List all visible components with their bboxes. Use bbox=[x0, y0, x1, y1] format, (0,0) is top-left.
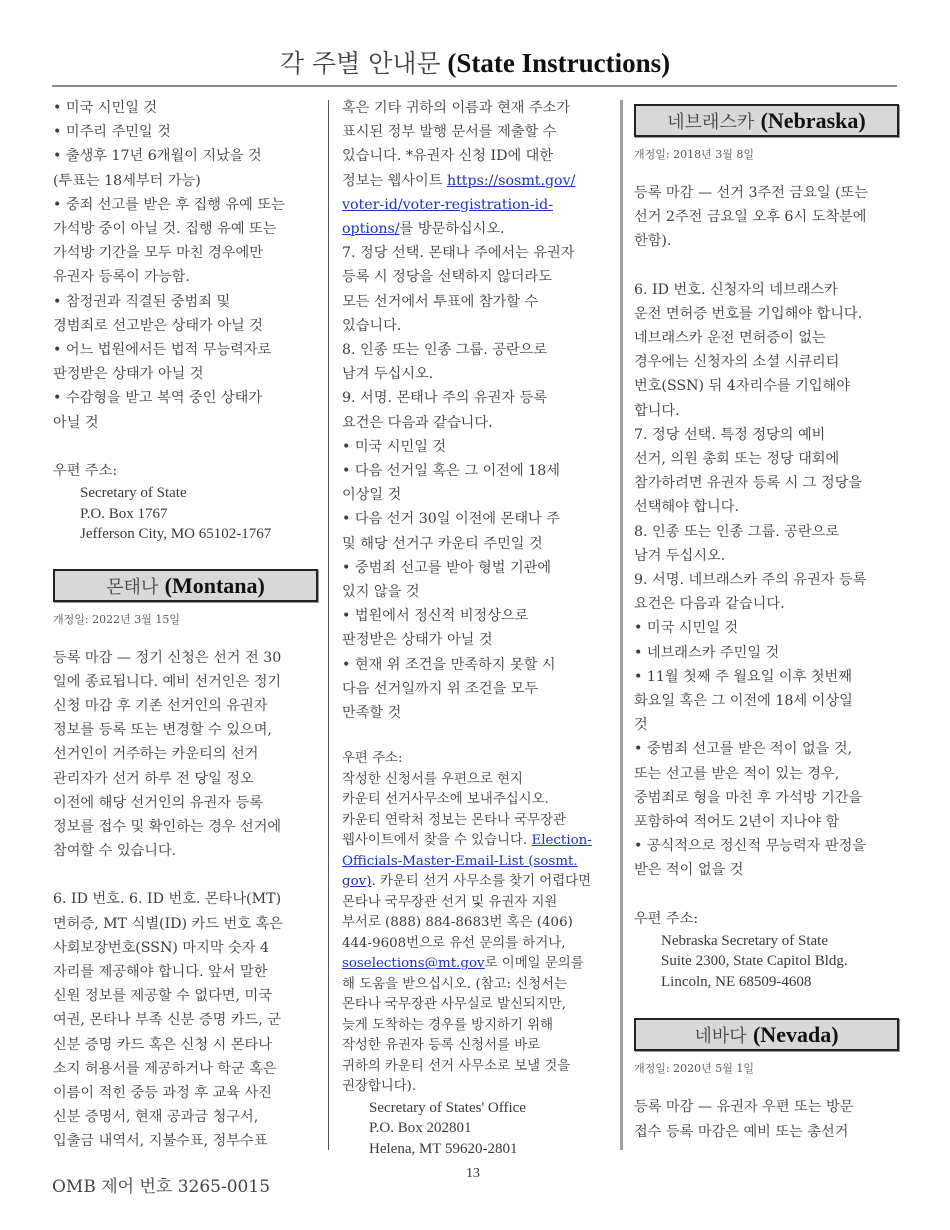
page-number: 13 bbox=[466, 1166, 480, 1181]
missouri-requirements bbox=[53, 96, 318, 435]
election-officials-link[interactable]: Election- bbox=[531, 833, 592, 849]
text-line: • 중범죄 선고를 받은 적이 없을 것, bbox=[634, 741, 853, 758]
revision-date: 개정일: 2018년 3월 8일 bbox=[634, 148, 754, 161]
text-line: 남겨 두십시오. bbox=[634, 547, 726, 564]
address-line: Lincoln, NE 68509-4608 bbox=[661, 973, 812, 990]
text-line: 번호(SSN) 뒤 4자리수를 기입해야 bbox=[634, 378, 850, 395]
text-line: • 공식적으로 정신적 무능력자 판정을 bbox=[634, 838, 866, 855]
text-line bbox=[342, 852, 612, 873]
text-line: 귀하의 카운티 선거 사무소로 보낼 것을 bbox=[342, 1058, 571, 1074]
text-line: 신분 증명 카드 혹은 신청 시 몬타나 bbox=[53, 1036, 272, 1053]
text-line: • 법원에서 정신적 비정상으로 bbox=[342, 608, 529, 625]
text-line: 다음 선거일까지 위 조건을 모두 bbox=[342, 680, 539, 697]
text-line: 신분 증명서, 현재 공과금 청구서, bbox=[53, 1109, 259, 1126]
state-heading-korean: 몬태나 bbox=[106, 576, 159, 598]
voter-id-link[interactable]: voter-id/voter-registration-id- bbox=[342, 196, 554, 213]
text-line: 네브래스카 운전 면허증이 없는 bbox=[634, 330, 826, 347]
requirement-line: • 참정권과 직결된 중범죄 및 bbox=[53, 293, 231, 310]
text-line: 판정받은 상태가 아닐 것 bbox=[342, 632, 493, 649]
text-line: 해 도움을 받으십시오. (참고: 신청서는 bbox=[342, 976, 568, 992]
column-1 bbox=[53, 96, 318, 1154]
text-line: 운전 면허증 번호를 기입해야 합니다. bbox=[634, 305, 863, 322]
text-line: • 미국 시민일 것 bbox=[342, 438, 447, 455]
text-line: • 현재 위 조건을 만족하지 못할 시 bbox=[342, 656, 556, 673]
text-line: 화요일 혹은 그 이전에 18세 이상일 bbox=[634, 693, 853, 710]
text-line: 몬타나 국무장관 사무실로 발신되지만, bbox=[342, 997, 566, 1013]
text-line: 선택해야 합니다. bbox=[634, 499, 739, 516]
text-line: 요건은 다음과 같습니다. bbox=[342, 414, 493, 431]
montana-mail-section bbox=[342, 749, 612, 1098]
page-title bbox=[0, 44, 950, 80]
text-line bbox=[342, 217, 612, 241]
revision-date: 개정일: 2020년 5월 1일 bbox=[634, 1062, 754, 1076]
requirement-line: • 수감형을 받고 복역 중인 상태가 bbox=[53, 390, 263, 407]
page-title-english: (State Instructions) bbox=[447, 48, 671, 78]
text-line: 있지 않을 것 bbox=[342, 584, 420, 601]
address-line: P.O. Box 202801 bbox=[369, 1120, 472, 1137]
address-line: P.O. Box 1767 bbox=[80, 505, 168, 522]
text-line: 사회보장번호(SSN) 마지막 숫자 4 bbox=[53, 939, 269, 956]
election-officials-link[interactable]: gov) bbox=[342, 874, 372, 890]
link-prefix: 웹사이트에서 찾을 수 있습니다. bbox=[342, 833, 532, 849]
voter-id-link[interactable]: https://sosmt.gov/ bbox=[446, 172, 576, 189]
email-suffix: 로 이메일 문의를 bbox=[484, 956, 584, 972]
election-officials-link[interactable]: Officials-Master-Email-List (sosmt. bbox=[342, 853, 578, 869]
mail-address-label: 우편 주소: bbox=[634, 910, 699, 927]
text-line: 자리를 제공해야 합니다. 앞서 말한 bbox=[53, 963, 268, 980]
requirement-line: • 출생후 17년 6개월이 지났을 것 bbox=[53, 148, 262, 165]
address-line: Secretary of States' Office bbox=[369, 1099, 526, 1116]
text-line: 7. 정당 선택. 몬태나 주에서는 유권자 bbox=[342, 245, 575, 262]
text-line bbox=[342, 169, 612, 193]
text-line: 또는 선고를 받은 적이 있는 경우, bbox=[634, 765, 840, 782]
text-line: 모든 선거에서 투표에 참가할 수 bbox=[342, 293, 539, 310]
text-line: 입출금 내역서, 지불수표, 정부수표 bbox=[53, 1133, 268, 1150]
column-3 bbox=[634, 96, 899, 1144]
requirement-line: • 어느 법원에서든 법적 무능력자로 bbox=[53, 342, 272, 359]
address-line: Helena, MT 59620-2801 bbox=[369, 1140, 518, 1157]
text-line: 작성한 신청서를 우편으로 현지 bbox=[342, 771, 523, 787]
requirement-line: • 미국 시민일 것 bbox=[53, 100, 158, 116]
link-suffix: . 카운티 선거 사무소를 찾기 어렵다면 bbox=[371, 874, 592, 890]
montana-address bbox=[342, 1098, 612, 1160]
text-line: 권장합니다). bbox=[342, 1079, 417, 1095]
column-divider-1 bbox=[328, 100, 329, 1150]
requirement-line: 아닐 것 bbox=[53, 414, 99, 431]
mail-address-label: 우편 주소: bbox=[53, 462, 118, 479]
text-line: 등록 시 정당을 선택하지 않더라도 bbox=[342, 269, 552, 286]
requirement-line: 판정받은 상태가 아닐 것 bbox=[53, 366, 204, 383]
text-line: 있습니다. *유권자 신청 ID에 대한 bbox=[342, 148, 554, 165]
text-line: 만족할 것 bbox=[342, 705, 402, 722]
text-line: 이상일 것 bbox=[342, 487, 402, 504]
text-line: 등록 마감 — 정기 신청은 선거 전 30 bbox=[53, 649, 282, 666]
montana-deadline bbox=[53, 646, 318, 864]
text-line: 작성한 유권자 등록 신청서를 바로 bbox=[342, 1038, 541, 1054]
text-line: 카운티 선거사무소에 보내주십시오. bbox=[342, 792, 549, 808]
text-line: 한함). bbox=[634, 233, 672, 250]
text-line: 이전에 해당 선거인의 유권자 등록 bbox=[53, 794, 263, 811]
text-line: • 중범죄 선고를 받아 형벌 기관에 bbox=[342, 559, 552, 576]
text-line: 표시된 정부 발행 문서를 제출할 수 bbox=[342, 124, 557, 141]
text-line: 늦게 도착하는 경우를 방지하기 위해 bbox=[342, 1017, 554, 1033]
voter-id-link[interactable]: options/ bbox=[342, 221, 400, 238]
text-line: 444-9608번으로 유선 문의를 하거나, bbox=[342, 935, 566, 951]
text-line: 면허증, MT 식별(ID) 카드 번호 혹은 bbox=[53, 915, 283, 932]
text-line bbox=[342, 872, 612, 893]
text-line: 참여할 수 있습니다. bbox=[53, 843, 177, 860]
text-line: 경우에는 신청자의 소셜 시큐리티 bbox=[634, 354, 840, 371]
text-line: 정보를 접수 및 확인하는 경우 선거에 bbox=[53, 818, 282, 835]
text-line: • 미국 시민일 것 bbox=[634, 620, 739, 637]
text-line: 6. ID 번호. 6. ID 번호. 몬타나(MT) bbox=[53, 891, 282, 908]
requirement-line: 경범죄로 선고받은 상태가 아닐 것 bbox=[53, 317, 263, 334]
text-line: • 11월 첫째 주 월요일 이후 첫번째 bbox=[634, 668, 852, 685]
text-line: 것 bbox=[634, 717, 648, 734]
text-line: 8. 인종 또는 인종 그룹. 공란으로 bbox=[342, 342, 548, 359]
text-line: 중범죄로 형을 마친 후 가석방 기간을 bbox=[634, 789, 863, 806]
requirement-line: • 미주리 주민일 것 bbox=[53, 124, 171, 141]
text-line: 받은 적이 없을 것 bbox=[634, 862, 744, 879]
text-line: 혹은 기타 귀하의 이름과 현재 주소가 bbox=[342, 100, 571, 116]
nebraska-address bbox=[634, 931, 899, 993]
address-line: Suite 2300, State Capitol Bldg. bbox=[661, 953, 848, 970]
state-heading-nebraska bbox=[634, 104, 899, 137]
revision-date: 개정일: 2022년 3월 15일 bbox=[53, 612, 180, 626]
address-line: Secretary of State bbox=[80, 485, 187, 502]
link-suffix: 를 방문하십시오. bbox=[399, 221, 505, 238]
text-line: 카운티 연락처 정보는 몬타나 국무장관 bbox=[342, 812, 566, 828]
nevada-deadline bbox=[634, 1095, 899, 1143]
state-heading-english: (Montana) bbox=[164, 572, 265, 598]
nebraska-body bbox=[634, 278, 899, 883]
text-line: 부서로 (888) 884-8683번 혹은 (406) bbox=[342, 915, 573, 931]
text-line: 여권, 몬타나 부족 신분 증명 카드, 군 bbox=[53, 1012, 281, 1029]
text-line: • 다음 선거 30일 이전에 몬태나 주 bbox=[342, 511, 560, 528]
text-line: 이름이 적힌 중등 과정 후 교육 사진 bbox=[53, 1085, 272, 1101]
text-line: 몬타나 국무장관 선거 및 유권자 지원 bbox=[342, 894, 558, 910]
text-line: 7. 정당 선택. 특정 정당의 예비 bbox=[634, 426, 826, 443]
nebraska-deadline bbox=[634, 181, 899, 254]
state-heading-english: (Nevada) bbox=[752, 1022, 839, 1048]
text-line: • 네브래스카 주민일 것 bbox=[634, 644, 780, 661]
text-line: 포함하여 적어도 2년이 지나야 함 bbox=[634, 814, 840, 831]
requirement-line: 가석방 중이 아닐 것. 집행 유예 또는 bbox=[53, 221, 277, 238]
montana-id-number bbox=[53, 887, 318, 1153]
text-line: 참가하려면 유권자 등록 시 그 정당을 bbox=[634, 475, 863, 492]
text-line: 선거인이 거주하는 카운티의 선거 bbox=[53, 746, 259, 763]
text-line: 선거, 의원 총회 또는 정당 대회에 bbox=[634, 451, 840, 468]
text-line: 9. 서명. 몬태나 주의 유권자 등록 bbox=[342, 390, 548, 407]
mail-address-label: 우편 주소: bbox=[342, 751, 403, 767]
text-line: 및 해당 선거구 카운티 주민일 것 bbox=[342, 535, 543, 552]
text-line: 합니다. bbox=[634, 402, 680, 419]
address-line: Jefferson City, MO 65102-1767 bbox=[80, 526, 272, 543]
text-line bbox=[342, 193, 612, 217]
requirement-line: (투표는 18세부터 가능) bbox=[53, 172, 201, 189]
text-line: 정보를 등록 또는 변경할 수 있으며, bbox=[53, 722, 272, 739]
email-link[interactable]: soselections@mt.gov bbox=[342, 956, 485, 972]
text-line: 요건은 다음과 같습니다. bbox=[634, 596, 785, 613]
state-heading-nevada bbox=[634, 1018, 899, 1051]
text-line bbox=[342, 831, 612, 852]
text-line: 신원 정보를 제공할 수 없다면, 미국 bbox=[53, 988, 272, 1005]
text-line: 등록 마감 — 유권자 우편 또는 방문 bbox=[634, 1099, 854, 1116]
column-divider-2 bbox=[620, 100, 623, 1150]
text-line: 등록 마감 — 선거 3주전 금요일 (또는 bbox=[634, 185, 868, 201]
state-heading-montana bbox=[53, 569, 318, 602]
text-line: 관리자가 선거 하루 전 당일 정오 bbox=[53, 770, 254, 787]
text-line: 9. 서명. 네브래스카 주의 유권자 등록 bbox=[634, 572, 867, 589]
column-2 bbox=[342, 96, 612, 1159]
text-line bbox=[342, 954, 612, 975]
requirement-line: • 중죄 선고를 받은 후 집행 유예 또는 bbox=[53, 196, 285, 213]
text-line: 소지 허용서를 제공하거나 학군 혹은 bbox=[53, 1060, 277, 1077]
page-title-korean: 각 주별 안내문 bbox=[279, 49, 441, 78]
text-line: 일에 종료됩니다. 예비 선거인은 정기 bbox=[53, 673, 282, 690]
state-heading-english: (Nebraska) bbox=[760, 108, 866, 133]
title-divider bbox=[52, 85, 897, 87]
text-line: 선거 2주전 금요일 오후 6시 도착분에 bbox=[634, 209, 867, 226]
requirement-line: 가석방 기간을 모두 마친 경우에만 bbox=[53, 245, 263, 262]
text-line: 6. ID 번호. 신청자의 네브래스카 bbox=[634, 281, 838, 298]
text-line: 접수 등록 마감은 예비 또는 총선거 bbox=[634, 1123, 849, 1140]
missouri-address bbox=[53, 483, 318, 545]
omb-control-number: OMB 제어 번호 3265-0015 bbox=[52, 1177, 271, 1197]
address-line: Nebraska Secretary of State bbox=[661, 932, 829, 949]
state-heading-korean: 네브래스카 bbox=[667, 112, 755, 133]
state-heading-korean: 네바다 bbox=[694, 1026, 747, 1048]
text-line: 있습니다. bbox=[342, 317, 402, 334]
requirement-line: 유권자 등록이 가능함. bbox=[53, 269, 190, 286]
text-line: 남겨 두십시오. bbox=[342, 366, 434, 383]
text-line: 신청 마감 후 기존 선거인의 유권자 bbox=[53, 697, 268, 714]
text-line: • 다음 선거일 혹은 그 이전에 18세 bbox=[342, 463, 560, 480]
text-line: 8. 인종 또는 인종 그룹. 공란으로 bbox=[634, 523, 840, 540]
link-prefix: 정보는 웹사이트 bbox=[342, 172, 447, 189]
